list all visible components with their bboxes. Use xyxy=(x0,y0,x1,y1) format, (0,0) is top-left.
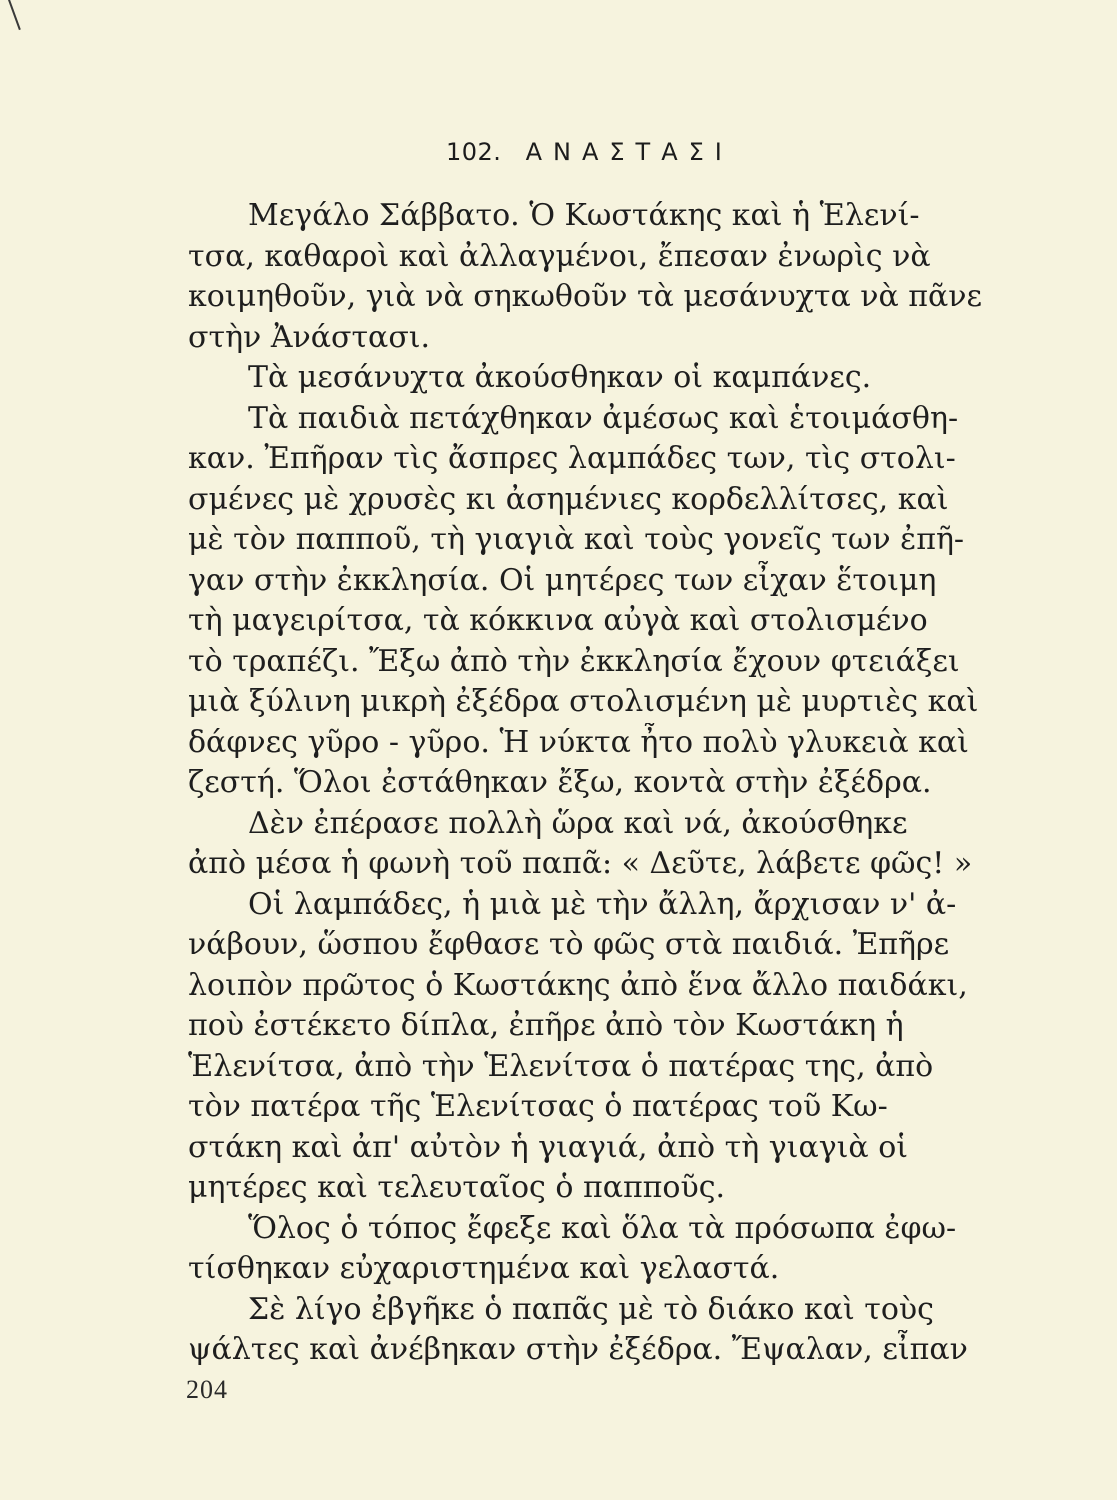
text-line: λοιπὸν πρῶτος ὁ Κωστάκης ἀπὸ ἕνα ἄλλο παιδάκι, xyxy=(188,967,968,1003)
text-line: ζεστή. Ὅλοι ἐστάθηκαν ἔξω, κοντὰ στὴν ἐξέδρα. xyxy=(188,765,932,800)
text-line: ἀπὸ μέσα ἡ φωνὴ τοῦ παπᾶ: « Δεῦτε, λάβετε φῶς! » xyxy=(188,846,973,881)
text-line: στάκη καὶ ἀπ' αὐτὸν ἡ γιαγιά, ἀπὸ τὴ γιαγιὰ οἱ xyxy=(188,1129,909,1165)
text-line: κοιμηθοῦν, γιὰ νὰ σηκωθοῦν τὰ μεσάνυχτα νὰ πᾶνε xyxy=(188,279,983,314)
text-line: στὴν Ἀνάστασι. xyxy=(188,319,431,355)
text-line: Μεγάλο Σάββατο. Ὁ Κωστάκης καὶ ἡ Ἑλενί- xyxy=(248,198,920,233)
text-line: ψάλτες καὶ ἀνέβηκαν στὴν ἐξέδρα. Ἔψαλαν, εἶπαν xyxy=(188,1332,968,1367)
section-title: ΑΝΑΣΤΑΣΙ xyxy=(525,138,733,166)
text-line: τίσθηκαν εὐχαριστημένα καὶ γελαστά. xyxy=(188,1251,780,1286)
text-line: γαν στὴν ἐκκλησία. Οἱ μητέρες των εἶχαν ἕτοιμη xyxy=(188,562,937,598)
text-line: ποὺ ἐστέκετο δίπλα, ἐπῆρε ἀπὸ τὸν Κωστάκη ἡ xyxy=(188,1008,904,1043)
text-line: σμένες μὲ χρυσὲς κι ἀσημένιες κορδελλίτσες, καὶ xyxy=(188,481,949,517)
text-line: Οἱ λαμπάδες, ἡ μιὰ μὲ τὴν ἄλλη, ἄρχισαν ν' ἀ- xyxy=(248,886,957,922)
section-number: 102. xyxy=(446,138,502,166)
text-line: Τὰ παιδιὰ πετάχθηκαν ἀμέσως καὶ ἑτοιμάσθη- xyxy=(248,400,959,436)
text-line: Σὲ λίγο ἐβγῆκε ὁ παπᾶς μὲ τὸ διάκο καὶ τοὺς xyxy=(248,1291,934,1327)
text-line: δάφνες γῦρο - γῦρο. Ἡ νύκτα ἦτο πολὺ γλυκειὰ καὶ xyxy=(188,724,969,760)
text-line: Ὅλος ὁ τόπος ἔφεξε καὶ ὅλα τὰ πρόσωπα ἐφω- xyxy=(248,1210,957,1246)
text-line: τὴ μαγειρίτσα, τὰ κόκκινα αὐγὰ καὶ στολισμένο xyxy=(188,603,928,638)
text-line: τσα, καθαροὶ καὶ ἀλλαγμένοι, ἔπεσαν ἐνωρὶς νὰ xyxy=(188,238,931,274)
text-line: Τὰ μεσάνυχτα ἀκούσθηκαν οἱ καμπάνες. xyxy=(248,360,872,395)
page-header xyxy=(446,138,733,166)
body-text xyxy=(188,196,1016,1371)
text-line: μὲ τὸν παπποῦ, τὴ γιαγιὰ καὶ τοὺς γονεῖς των ἐπῆ- xyxy=(188,522,965,557)
text-line: καν. Ἐπῆραν τὶς ἄσπρες λαμπάδες των, τὶς στολι- xyxy=(188,441,956,476)
text-line: Δὲν ἐπέρασε πολλὴ ὥρα καὶ νά, ἀκούσθηκε xyxy=(248,805,908,841)
text-line: μιὰ ξύλινη μικρὴ ἐξέδρα στολισμένη μὲ μυρτιὲς καὶ xyxy=(188,684,979,719)
page-number: 204 xyxy=(186,1375,228,1404)
text-line: νάβουν, ὥσπου ἔφθασε τὸ φῶς στὰ παιδιά. Ἐπῆρε xyxy=(188,927,950,962)
scan-edge-mark xyxy=(8,0,21,30)
text-line: Ἑλενίτσα, ἀπὸ τὴν Ἑλενίτσα ὁ πατέρας της, ἀπὸ xyxy=(188,1048,934,1084)
text-line: τὸ τραπέζι. Ἔξω ἀπὸ τὴν ἐκκλησία ἔχουν φτειάξει xyxy=(188,643,960,679)
text-line: τὸν πατέρα τῆς Ἑλενίτσας ὁ πατέρας τοῦ Κω- xyxy=(188,1089,888,1124)
text-line: μητέρες καὶ τελευταῖος ὁ παπποῦς. xyxy=(188,1170,726,1205)
